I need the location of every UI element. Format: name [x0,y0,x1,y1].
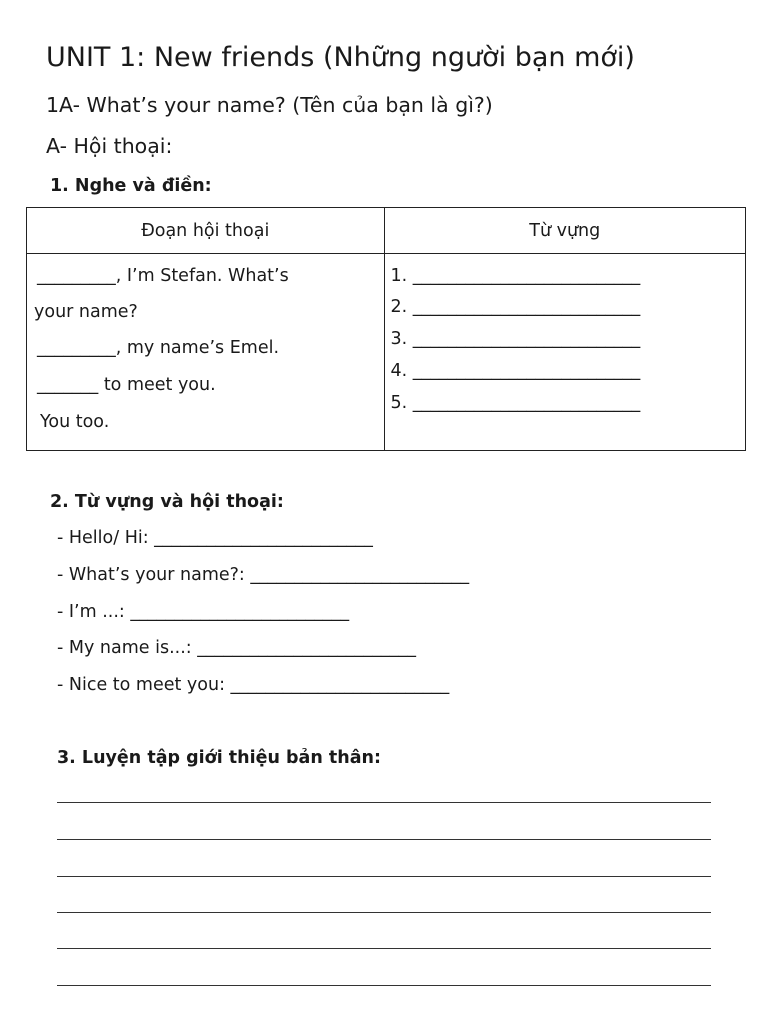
dialogue-cell [27,254,385,451]
vocab-item[interactable]: - What’s your name?: _________________________ [57,565,470,585]
vocab-blank[interactable]: 4. __________________________ [390,361,641,381]
writing-line[interactable] [57,912,711,913]
vocab-cell [384,254,746,451]
lesson-subtitle: 1A- What’s your name? (Tên của bạn là gì?) [46,93,493,117]
vocab-item[interactable]: - Hello/ Hi: _________________________ [57,528,373,548]
vocab-item[interactable]: - I’m ...: _________________________ [57,602,350,622]
page-title: UNIT 1: New friends (Những người bạn mới) [46,42,635,73]
dialogue-line[interactable]: _________, I’m Stefan. What’s [37,266,289,286]
exercise-1-heading: 1. Nghe và điền: [50,176,212,196]
writing-line[interactable] [57,802,711,803]
table-row [27,254,746,451]
dialogue-line[interactable]: _______ to meet you. [37,375,216,395]
section-heading: A- Hội thoại: [46,134,173,158]
vocab-blank[interactable]: 5. __________________________ [390,393,641,413]
vocab-item[interactable]: - My name is...: _________________________ [57,638,416,658]
vocab-column-header: Từ vựng [384,208,746,254]
writing-line[interactable] [57,839,711,840]
writing-line[interactable] [57,876,711,877]
vocab-blank[interactable]: 3. __________________________ [390,329,641,349]
table-header-row [27,208,746,254]
exercise-3-heading: 3. Luyện tập giới thiệu bản thân: [57,748,382,768]
dialogue-line: your name? [34,302,138,322]
writing-line[interactable] [57,948,711,949]
exercise-1-table [26,207,746,451]
vocab-blank[interactable]: 1. __________________________ [390,266,641,286]
vocab-item[interactable]: - Nice to meet you: _________________________ [57,675,450,695]
dialogue-line[interactable]: _________, my name’s Emel. [37,338,280,358]
writing-line[interactable] [57,985,711,986]
vocab-blank[interactable]: 2. __________________________ [390,297,641,317]
dialogue-column-header: Đoạn hội thoại [27,208,385,254]
dialogue-line: You too. [40,412,110,432]
exercise-2-heading: 2. Từ vựng và hội thoại: [50,492,284,512]
